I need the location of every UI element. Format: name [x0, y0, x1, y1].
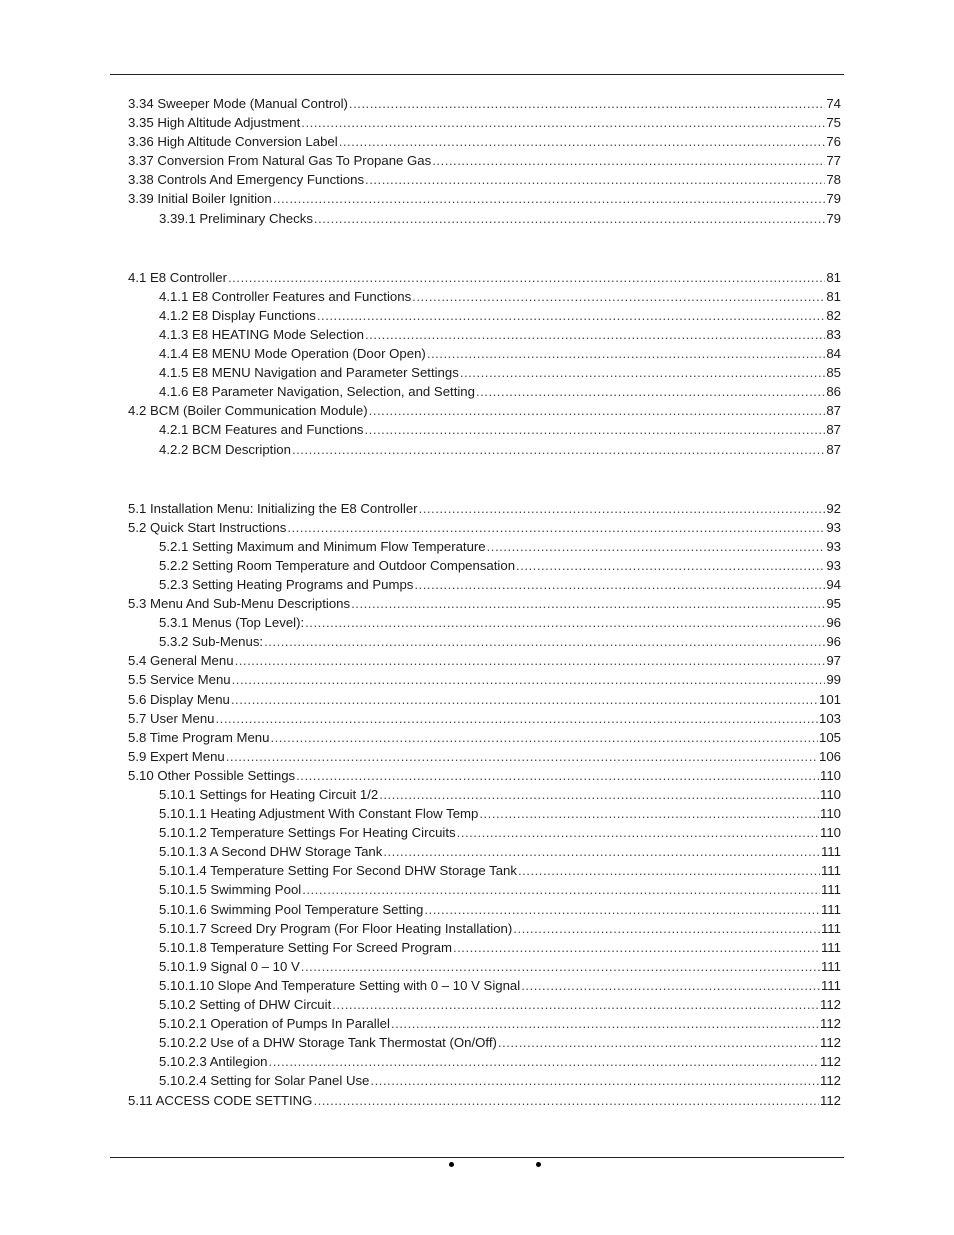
toc-entry[interactable]	[128, 690, 841, 709]
toc-leader-dots	[339, 132, 826, 151]
toc-entry-title: 4.2.1 BCM Features and Functions	[159, 422, 364, 438]
toc-entry-title: 5.2.2 Setting Room Temperature and Outdoor Compensation	[159, 557, 516, 573]
toc-entry-page: 111	[820, 920, 841, 936]
toc-entry-title: 5.10.1.5 Swimming Pool	[159, 882, 302, 898]
toc-entry-title: 5.10.1.4 Temperature Setting For Second DHW Storage Tank	[159, 863, 517, 879]
toc-entry-title: 4.2.2 BCM Description	[159, 441, 291, 457]
toc-entry-title: 5.10.2.1 Operation of Pumps In Parallel	[159, 1016, 390, 1032]
toc-entry[interactable]	[128, 613, 841, 632]
toc-entry-title: 5.2.3 Setting Heating Programs and Pumps	[159, 576, 414, 592]
toc-entry-page: 74	[826, 96, 841, 111]
footer-rule	[110, 1157, 844, 1158]
toc-leader-dots	[518, 861, 820, 880]
toc-entry-page: 112	[819, 1092, 841, 1108]
toc-entry[interactable]	[128, 94, 841, 113]
toc-entry-page: 106	[818, 748, 841, 764]
toc-leader-dots	[232, 670, 826, 689]
toc-entry-title: 4.1 E8 Controller	[128, 269, 227, 285]
toc-entry-title: 3.37 Conversion From Natural Gas To Propane Gas	[128, 153, 432, 169]
toc-leader-dots	[228, 268, 825, 287]
section-gap	[128, 228, 841, 268]
toc-entry-title: 5.3.1 Menus (Top Level):	[159, 615, 305, 631]
toc-leader-dots	[301, 113, 825, 132]
toc-leader-dots	[383, 842, 820, 861]
toc-entry[interactable]	[128, 151, 841, 170]
toc-entry-page: 110	[819, 825, 841, 841]
toc-entry-page: 111	[820, 844, 841, 860]
toc-entry-page: 85	[826, 365, 841, 381]
toc-entry-page: 112	[819, 1016, 841, 1032]
toc-entry-title: 5.2.1 Setting Maximum and Minimum Flow Temperature	[159, 538, 486, 554]
toc-entry-page: 112	[819, 1054, 841, 1070]
toc-entry[interactable]	[128, 287, 841, 306]
toc-entry-page: 99	[826, 672, 841, 688]
toc-leader-dots	[313, 1091, 819, 1110]
toc-entry-title: 3.35 High Altitude Adjustment	[128, 115, 301, 131]
toc-entry[interactable]	[128, 861, 841, 880]
toc-leader-dots	[317, 306, 825, 325]
toc-entry-page: 93	[826, 519, 841, 535]
toc-entry[interactable]	[128, 1052, 841, 1071]
toc-entry-page: 94	[826, 576, 841, 592]
toc-entry-title: 5.10.2.3 Antilegion	[159, 1054, 268, 1070]
toc-leader-dots	[379, 785, 819, 804]
toc-entry[interactable]	[128, 363, 841, 382]
toc-entry[interactable]	[128, 382, 841, 401]
toc-leader-dots	[479, 804, 819, 823]
footer	[0, 1160, 954, 1174]
toc-entry-title: 4.1.6 E8 Parameter Navigation, Selection, and Setting	[159, 384, 475, 400]
toc-entry[interactable]	[128, 938, 841, 957]
toc-entry-title: 4.1.1 E8 Controller Features and Functions	[159, 288, 412, 304]
toc-leader-dots	[369, 401, 826, 420]
toc-entry-page: 75	[826, 115, 841, 131]
toc-leader-dots	[216, 709, 818, 728]
toc-entry-title: 5.10.1 Settings for Heating Circuit 1/2	[159, 787, 379, 802]
toc-entry-title: 5.10.1.7 Screed Dry Program (For Floor Heating Installation)	[159, 920, 513, 936]
toc-entry-title: 5.10.1.10 Slope And Temperature Setting with 0 – 10 V Signal	[159, 977, 521, 993]
toc-entry-title: 4.1.4 E8 MENU Mode Operation (Door Open)	[159, 346, 426, 362]
footer-bullet	[449, 1162, 454, 1167]
toc-entry[interactable]	[128, 728, 841, 747]
header-rule	[110, 74, 844, 75]
toc-entry[interactable]	[128, 170, 841, 189]
toc-entry-title: 5.4 General Menu	[128, 653, 234, 669]
toc-entry-title: 5.10.1.3 A Second DHW Storage Tank	[159, 844, 383, 860]
toc-leader-dots	[427, 344, 826, 363]
toc-entry-title: 4.2 BCM (Boiler Communication Module)	[128, 403, 368, 419]
toc-entry-page: 112	[819, 1035, 841, 1051]
toc-entry[interactable]	[128, 995, 841, 1014]
toc-entry-page: 111	[820, 882, 841, 898]
toc-entry-page: 77	[826, 153, 841, 169]
toc-section	[128, 499, 841, 1110]
toc-entry[interactable]	[128, 900, 841, 919]
toc-entry-page: 105	[818, 729, 841, 745]
toc-entry[interactable]	[128, 842, 841, 861]
toc-entry[interactable]	[128, 268, 841, 287]
toc-entry-page: 111	[820, 939, 841, 955]
toc-leader-dots	[296, 766, 819, 785]
toc-section	[128, 268, 841, 459]
toc-entry-title: 5.10 Other Possible Settings	[128, 767, 296, 783]
toc-section	[128, 94, 841, 228]
toc-entry-page: 110	[819, 767, 841, 783]
toc-leader-dots	[460, 363, 826, 382]
toc-entry[interactable]	[128, 823, 841, 842]
toc-entry-page: 79	[826, 191, 841, 207]
toc-entry-title: 5.6 Display Menu	[128, 691, 230, 707]
toc-leader-dots	[314, 209, 825, 228]
toc-entry-title: 3.38 Controls And Emergency Functions	[128, 172, 365, 188]
toc-entry-page: 101	[818, 691, 841, 707]
toc-entry-title: 5.10.1.8 Temperature Setting For Screed Program	[159, 939, 452, 955]
toc-leader-dots	[424, 900, 820, 919]
toc-leader-dots	[231, 690, 818, 709]
toc-entry-title: 5.10.1.1 Heating Adjustment With Constant Flow Temp	[159, 806, 479, 822]
toc-entry[interactable]	[128, 1091, 841, 1110]
toc-entry-page: 110	[819, 806, 841, 822]
toc-entry-title: 5.10.1.2 Temperature Settings For Heating Circuits	[159, 825, 456, 841]
toc-leader-dots	[264, 632, 825, 651]
toc-entry[interactable]	[128, 575, 841, 594]
toc-entry-title: 4.1.2 E8 Display Functions	[159, 307, 316, 323]
toc-entry[interactable]	[128, 804, 841, 823]
toc-leader-dots	[270, 728, 818, 747]
toc-entry-title: 3.39 Initial Boiler Ignition	[128, 191, 272, 207]
toc-entry-page: 111	[820, 863, 841, 879]
table-of-contents	[128, 94, 841, 1110]
toc-entry-page: 96	[826, 615, 841, 631]
toc-entry[interactable]	[128, 306, 841, 325]
toc-entry-page: 81	[826, 288, 841, 304]
toc-entry-title: 5.9 Expert Menu	[128, 748, 225, 764]
toc-entry[interactable]	[128, 325, 841, 344]
toc-entry-page: 112	[819, 997, 841, 1013]
toc-leader-dots	[287, 518, 825, 537]
toc-entry-title: 5.11 ACCESS CODE SETTING	[128, 1092, 313, 1108]
toc-leader-dots	[419, 499, 826, 518]
toc-leader-dots	[487, 537, 826, 556]
toc-entry-page: 111	[820, 901, 841, 917]
toc-entry[interactable]	[128, 651, 841, 670]
toc-entry[interactable]	[128, 747, 841, 766]
toc-leader-dots	[457, 823, 819, 842]
toc-entry[interactable]	[128, 785, 841, 804]
toc-leader-dots	[365, 325, 825, 344]
toc-entry[interactable]	[128, 919, 841, 938]
toc-entry-page: 87	[826, 441, 841, 457]
toc-entry-title: 5.3 Menu And Sub-Menu Descriptions	[128, 596, 351, 612]
toc-leader-dots	[513, 919, 820, 938]
toc-entry-title: 3.39.1 Preliminary Checks	[159, 210, 313, 226]
toc-entry-title: 5.5 Service Menu	[128, 672, 231, 688]
toc-entry-page: 112	[819, 1073, 841, 1089]
toc-entry[interactable]	[128, 976, 841, 995]
toc-entry-page: 93	[826, 538, 841, 554]
section-gap	[128, 459, 841, 499]
toc-entry[interactable]	[128, 518, 841, 537]
toc-leader-dots	[412, 287, 825, 306]
toc-entry-page: 111	[820, 958, 841, 974]
toc-entry-page: 96	[826, 634, 841, 650]
toc-leader-dots	[476, 382, 825, 401]
toc-leader-dots	[292, 440, 825, 459]
toc-leader-dots	[370, 1071, 819, 1090]
toc-entry-page: 82	[826, 307, 841, 323]
toc-leader-dots	[365, 420, 826, 439]
toc-entry-page: 86	[826, 384, 841, 400]
toc-leader-dots	[273, 189, 826, 208]
toc-leader-dots	[391, 1014, 819, 1033]
toc-entry-title: 4.1.5 E8 MENU Navigation and Parameter Settings	[159, 365, 459, 381]
toc-entry[interactable]	[128, 499, 841, 518]
toc-entry-title: 5.10.2.2 Use of a DHW Storage Tank Thermostat (On/Off)	[159, 1035, 497, 1051]
toc-entry-title: 5.3.2 Sub-Menus:	[159, 634, 264, 650]
toc-leader-dots	[521, 976, 820, 995]
toc-entry-title: 5.10.1.6 Swimming Pool Temperature Setting	[159, 901, 424, 917]
toc-entry-page: 111	[820, 977, 841, 993]
toc-entry-page: 103	[818, 710, 841, 726]
toc-leader-dots	[226, 747, 818, 766]
toc-entry-title: 5.7 User Menu	[128, 710, 215, 726]
toc-entry[interactable]	[128, 344, 841, 363]
toc-entry-title: 5.10.2.4 Setting for Solar Panel Use	[159, 1073, 370, 1089]
toc-leader-dots	[301, 957, 820, 976]
toc-leader-dots	[365, 170, 825, 189]
toc-entry-title: 3.36 High Altitude Conversion Label	[128, 134, 338, 150]
toc-entry-page: 97	[826, 653, 841, 669]
toc-entry-title: 5.2 Quick Start Instructions	[128, 519, 287, 535]
toc-entry[interactable]	[128, 880, 841, 899]
toc-entry-page: 95	[826, 596, 841, 612]
toc-entry[interactable]	[128, 209, 841, 228]
footer-bullet	[536, 1162, 541, 1167]
toc-entry[interactable]	[128, 401, 841, 420]
toc-leader-dots	[414, 575, 825, 594]
toc-entry[interactable]	[128, 709, 841, 728]
toc-entry[interactable]	[128, 670, 841, 689]
toc-leader-dots	[332, 995, 819, 1014]
toc-entry[interactable]	[128, 420, 841, 439]
toc-entry[interactable]	[128, 556, 841, 575]
toc-entry[interactable]	[128, 1033, 841, 1052]
toc-entry[interactable]	[128, 189, 841, 208]
toc-entry-page: 110	[819, 787, 841, 802]
toc-entry-page: 81	[826, 269, 841, 285]
toc-leader-dots	[498, 1033, 819, 1052]
toc-entry[interactable]	[128, 957, 841, 976]
toc-entry-page: 79	[826, 210, 841, 226]
toc-entry-page: 83	[826, 326, 841, 342]
toc-entry[interactable]	[128, 113, 841, 132]
toc-entry-page: 92	[826, 500, 841, 516]
toc-leader-dots	[516, 556, 825, 575]
toc-entry[interactable]	[128, 594, 841, 613]
toc-entry-title: 5.10.2 Setting of DHW Circuit	[159, 997, 332, 1013]
toc-entry[interactable]	[128, 1071, 841, 1090]
toc-leader-dots	[349, 94, 825, 113]
toc-leader-dots	[235, 651, 826, 670]
toc-leader-dots	[453, 938, 820, 957]
toc-entry-title: 4.1.3 E8 HEATING Mode Selection	[159, 326, 364, 342]
toc-entry[interactable]	[128, 766, 841, 785]
toc-leader-dots	[269, 1052, 819, 1071]
toc-entry-page: 84	[826, 346, 841, 362]
toc-entry-page: 87	[826, 422, 841, 438]
toc-leader-dots	[432, 151, 825, 170]
toc-leader-dots	[351, 594, 825, 613]
toc-leader-dots	[305, 613, 825, 632]
toc-entry[interactable]	[128, 440, 841, 459]
toc-entry-title: 3.34 Sweeper Mode (Manual Control)	[128, 96, 348, 111]
toc-entry-page: 93	[826, 557, 841, 573]
toc-entry-page: 87	[826, 403, 841, 419]
toc-entry-title: 5.8 Time Program Menu	[128, 729, 270, 745]
toc-leader-dots	[302, 880, 820, 899]
toc-entry[interactable]	[128, 537, 841, 556]
toc-entry-page: 76	[826, 134, 841, 150]
toc-entry[interactable]	[128, 132, 841, 151]
toc-entry[interactable]	[128, 632, 841, 651]
toc-entry[interactable]	[128, 1014, 841, 1033]
toc-entry-title: 5.10.1.9 Signal 0 – 10 V	[159, 958, 300, 974]
toc-entry-title: 5.1 Installation Menu: Initializing the E8 Controller	[128, 500, 418, 516]
toc-entry-page: 78	[826, 172, 841, 188]
